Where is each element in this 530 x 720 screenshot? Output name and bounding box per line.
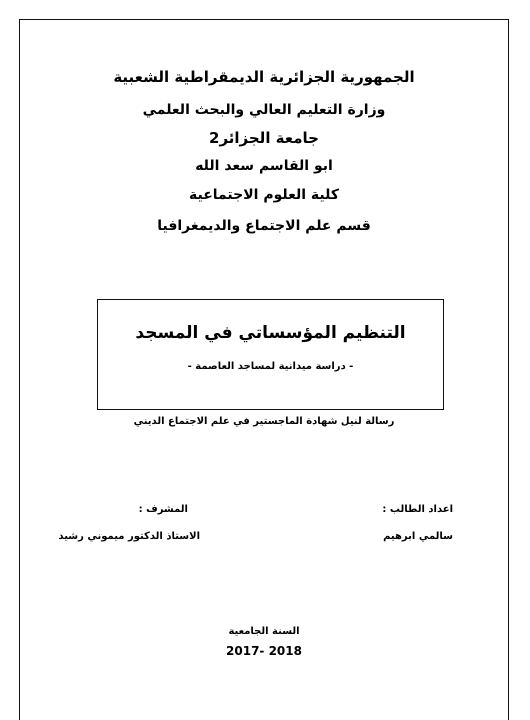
degree-statement: رسالة لنيل شهادة الماجستير في علم الاجتماع الديني <box>133 416 395 427</box>
faculty-heading: كلية العلوم الاجتماعية <box>189 187 339 203</box>
department-heading: قسم علم الاجتماع والديمغرافيا <box>157 218 371 234</box>
student-label: اعداد الطالب : <box>382 504 453 515</box>
supervisor-label: المشرف : <box>138 504 188 515</box>
ministry-heading: وزارة التعليم العالي والبحث العلمي <box>142 102 386 118</box>
thesis-title: التنظيم المؤسساتي في المسجد <box>135 323 406 343</box>
student-name: سالمي ابرهيم <box>383 531 453 542</box>
thesis-subtitle: - دراسة ميدانية لمساجد العاصمة - <box>187 361 354 372</box>
academic-year-label: السنة الجامعية <box>228 626 300 637</box>
university-name-heading: ابو القاسم سعد الله <box>195 158 333 174</box>
academic-year-value: 2017- 2018 <box>226 644 302 658</box>
supervisor-name: الاستاذ الدكتور ميموني رشيد <box>58 531 200 542</box>
title-box <box>97 299 444 410</box>
university-heading: جامعة الجزائر2 <box>209 129 319 147</box>
republic-heading: الجمهورية الجزائرية الديمقراطية الشعبية <box>113 68 415 86</box>
